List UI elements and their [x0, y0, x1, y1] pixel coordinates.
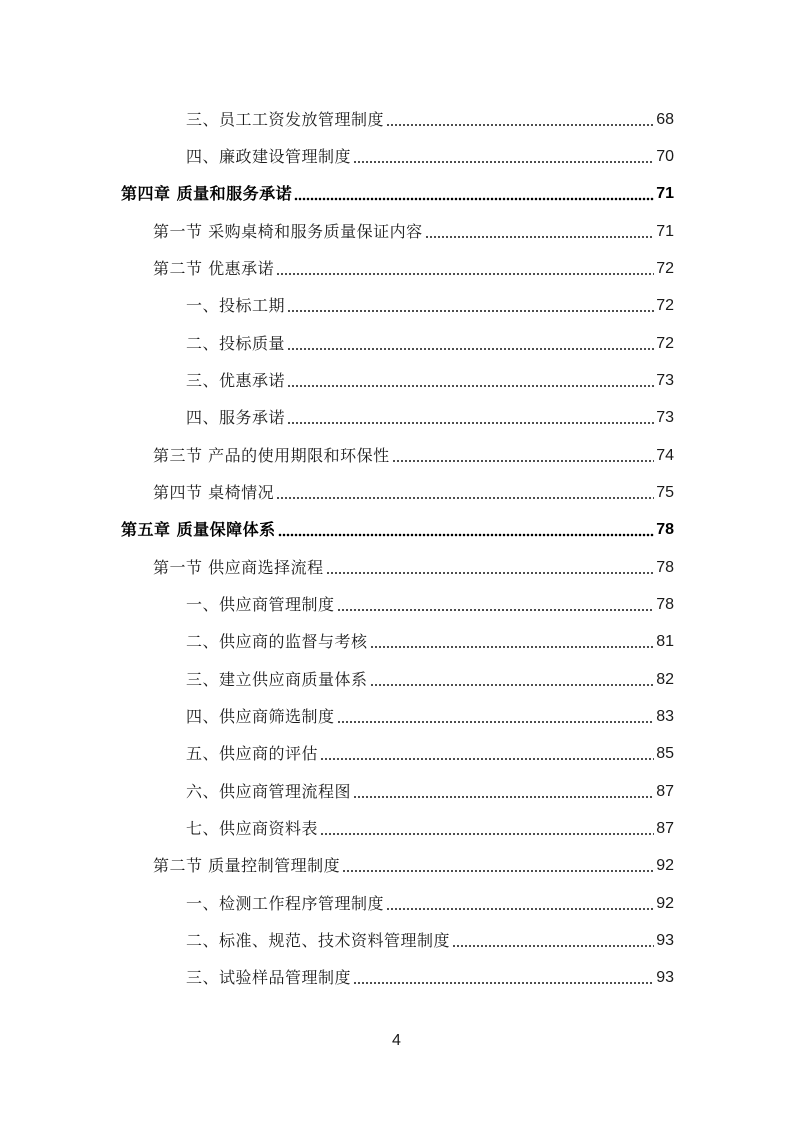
toc-entry-label: 第二节 质量控制管理制度: [153, 856, 341, 875]
toc-entry-label: 六、供应商管理流程图: [186, 782, 352, 801]
toc-entry[interactable]: [186, 704, 674, 728]
dot-leader: [276, 266, 654, 276]
toc-entry-label: 二、标准、规范、技术资料管理制度: [186, 931, 451, 950]
dot-leader: [353, 789, 654, 799]
toc-entry-label: 第四节 桌椅情况: [153, 483, 275, 502]
toc-entry[interactable]: [186, 405, 674, 429]
dot-leader: [326, 565, 655, 575]
toc-entry-label: 第一节 采购桌椅和服务质量保证内容: [153, 222, 423, 241]
toc-entry[interactable]: [186, 741, 674, 765]
toc-section[interactable]: [153, 256, 674, 280]
dot-leader: [425, 229, 655, 239]
toc-entry-page: 83: [656, 708, 674, 725]
toc-entry-page: 87: [656, 820, 674, 837]
toc-entry-page: 78: [656, 559, 674, 576]
dot-leader: [337, 714, 655, 724]
toc-entry-page: 92: [656, 857, 674, 874]
toc-entry[interactable]: [186, 779, 674, 803]
page-number: 4: [392, 1032, 401, 1049]
dot-leader: [342, 863, 654, 873]
toc-entry[interactable]: [186, 928, 674, 952]
toc-entry-page: 72: [656, 260, 674, 277]
toc-entry[interactable]: [186, 368, 674, 392]
toc-entry-page: 87: [656, 783, 674, 800]
dot-leader: [337, 602, 655, 612]
toc-entry-page: 73: [656, 409, 674, 426]
toc-entry-label: 五、供应商的评估: [186, 744, 319, 763]
toc-entry-label: 第一节 供应商选择流程: [153, 558, 324, 577]
toc-entry-label: 第三节 产品的使用期限和环保性: [153, 446, 390, 465]
toc-entry-page: 78: [656, 596, 674, 613]
toc-section[interactable]: [153, 853, 674, 877]
toc-entry-label: 三、优惠承诺: [186, 371, 286, 390]
toc-entry-page: 73: [656, 372, 674, 389]
toc-entry[interactable]: [186, 629, 674, 653]
toc-section[interactable]: [153, 555, 674, 579]
dot-leader: [294, 191, 654, 201]
toc-entry-page: 72: [656, 335, 674, 352]
toc-entry-page: 70: [656, 148, 674, 165]
dot-leader: [452, 938, 654, 948]
toc-entry-label: 三、员工工资发放管理制度: [186, 110, 385, 129]
dot-leader: [278, 527, 655, 537]
toc-entry-label: 一、供应商管理制度: [186, 595, 335, 614]
toc-entry-label: 第五章 质量保障体系: [121, 520, 276, 539]
toc-entry-label: 七、供应商资料表: [186, 819, 319, 838]
toc-entry-page: 81: [656, 633, 674, 650]
toc-entry-label: 四、供应商筛选制度: [186, 707, 335, 726]
toc-entry-page: 78: [656, 521, 674, 538]
toc-entry-page: 71: [656, 185, 674, 202]
toc-section[interactable]: [153, 480, 674, 504]
toc-entry[interactable]: [186, 107, 674, 131]
toc-chapter[interactable]: [121, 517, 674, 541]
toc-entry[interactable]: [186, 331, 674, 355]
toc-entry-label: 二、投标质量: [186, 334, 286, 353]
toc-entry-label: 四、廉政建设管理制度: [186, 147, 352, 166]
toc-entry-label: 一、投标工期: [186, 296, 286, 315]
toc-section[interactable]: [153, 219, 674, 243]
toc-entry[interactable]: [186, 816, 674, 840]
dot-leader: [287, 415, 654, 425]
toc-entry-page: 92: [656, 895, 674, 912]
toc-entry-label: 三、试验样品管理制度: [186, 968, 352, 987]
dot-leader: [353, 154, 654, 164]
dot-leader: [287, 341, 654, 351]
toc-section[interactable]: [153, 443, 674, 467]
toc-entry[interactable]: [186, 293, 674, 317]
toc-entry-page: 85: [656, 745, 674, 762]
toc-entry[interactable]: [186, 965, 674, 989]
dot-leader: [370, 639, 655, 649]
dot-leader: [386, 117, 654, 127]
toc-entry[interactable]: [186, 592, 674, 616]
toc-entry-label: 第二节 优惠承诺: [153, 259, 275, 278]
dot-leader: [276, 490, 654, 500]
toc-entry-page: 93: [656, 932, 674, 949]
toc-entry-label: 二、供应商的监督与考核: [186, 632, 368, 651]
toc-entry-page: 75: [656, 484, 674, 501]
dot-leader: [320, 751, 654, 761]
dot-leader: [386, 901, 654, 911]
dot-leader: [370, 677, 655, 687]
toc-entry-label: 三、建立供应商质量体系: [186, 670, 368, 689]
toc-entry-page: 93: [656, 969, 674, 986]
toc-entry-page: 68: [656, 111, 674, 128]
toc-entry-page: 74: [656, 447, 674, 464]
dot-leader: [287, 303, 654, 313]
toc-entry-label: 第四章 质量和服务承诺: [121, 184, 293, 203]
dot-leader: [320, 826, 654, 836]
toc-entry-label: 四、服务承诺: [186, 408, 286, 427]
toc-entry[interactable]: [186, 144, 674, 168]
toc-entry-page: 72: [656, 297, 674, 314]
toc-entry[interactable]: [186, 891, 674, 915]
dot-leader: [287, 378, 654, 388]
dot-leader: [353, 975, 654, 985]
toc-entry-page: 82: [656, 671, 674, 688]
dot-leader: [392, 453, 655, 463]
toc-entry-label: 一、检测工作程序管理制度: [186, 894, 385, 913]
toc-entry[interactable]: [186, 667, 674, 691]
toc-chapter[interactable]: [121, 181, 674, 205]
toc-entry-page: 71: [656, 223, 674, 240]
